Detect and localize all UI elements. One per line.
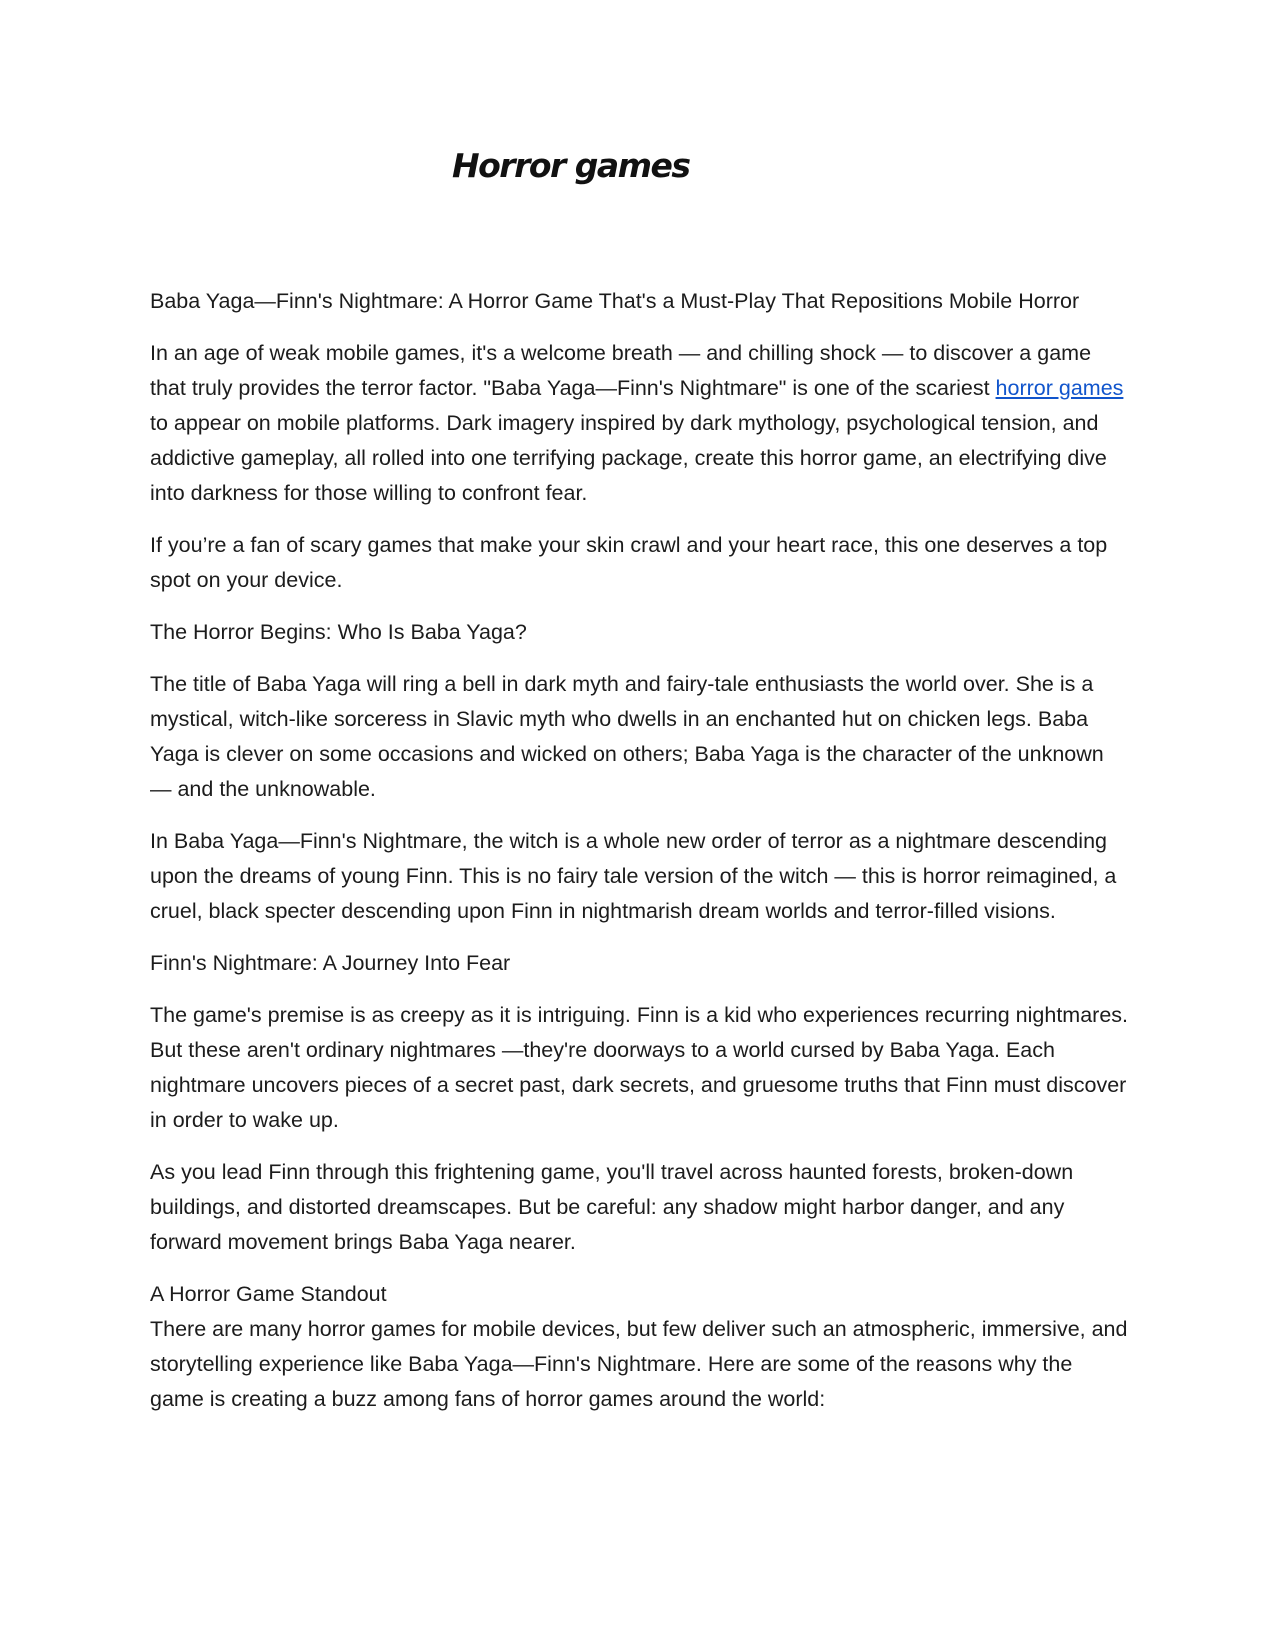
premise-paragraph: The game's premise is as creepy as it is intriguing. Finn is a kid who experiences recurring nightmares. But these aren't ordinary nightmares —they're doorways to a world cursed by Baba Yaga. Each nightmare uncovers pieces of a secret past, dark secrets, and gruesome truths that Finn must discover in order to wake up. [150,1003,1128,1132]
intro-paragraph [150,336,1130,511]
travel-paragraph: As you lead Finn through this frightening game, you'll travel across haunted forests, broken-down buildings, and distorted dreamscapes. But be careful: any shadow might harbor danger, and any forward movement brings Baba Yaga nearer. [150,1160,1074,1254]
horror-games-link[interactable]: horror games [995,376,1124,400]
section-heading-standout: A Horror Game Standout [150,1282,387,1306]
section-heading-who-is-baba-yaga: The Horror Begins: Who Is Baba Yaga? [150,620,527,644]
witch-terror-paragraph: In Baba Yaga—Finn's Nightmare, the witch is a whole new order of terror as a nightmare descending upon the dreams of young Finn. This is no fairy tale version of the witch — this is horror reimagined, a cruel, black specter descending upon Finn in nightmarish dream worlds and terror-filled visions. [150,829,1117,923]
document-title: Horror games [452,146,690,185]
section-heading-journey-into-fear: Finn's Nightmare: A Journey Into Fear [150,951,511,975]
document-body [150,284,1130,1434]
article-headline: Baba Yaga—Finn's Nightmare: A Horror Game That's a Must-Play That Repositions Mobile Horror [150,289,1080,313]
intro-text-start: In an age of weak mobile games, it's a welcome breath — and chilling shock — to discover a game that truly provides the terror factor. "Baba Yaga—Finn's Nightmare" is one of the scariest [150,341,1092,400]
fan-paragraph: If you’re a fan of scary games that make your skin crawl and your heart race, this one deserves a top spot on your device. [150,533,1108,592]
standout-paragraph: There are many horror games for mobile devices, but few deliver such an atmospheric, immersive, and storytelling experience like Baba Yaga—Finn's Nightmare. Here are some of the reasons why the game is creating a buzz among fans of horror games around the world: [150,1317,1128,1411]
intro-text-end: to appear on mobile platforms. Dark imagery inspired by dark mythology, psychological tension, and addictive gameplay, all rolled into one terrifying package, create this horror game, an electrifying dive into darkness for those willing to confront fear. [150,411,1107,505]
baba-yaga-myth-paragraph: The title of Baba Yaga will ring a bell in dark myth and fairy-tale enthusiasts the world over. She is a mystical, witch-like sorceress in Slavic myth who dwells in an enchanted hut on chicken legs. Baba Yaga is clever on some occasions and wicked on others; Baba Yaga is the character of the unknown — and the unknowable. [150,672,1104,801]
